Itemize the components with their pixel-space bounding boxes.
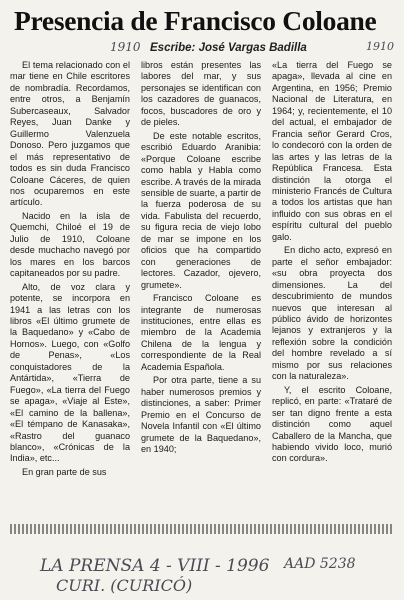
paragraph: De este notable escritos, escribió Eduardo Aranibia: «Porque Coloane escribe como habla y Habla como escribe. A través de la mirada sensible de suarte, a partir de la fuerza poderosa de su vida. Fabulista del recuerdo, su figura recia de viejo lobo de mar se impone en los oficios que ha compartido con generaciones de lectores. Cazador, ojevero, grumete». bbox=[141, 130, 261, 290]
article-column-3 bbox=[272, 60, 392, 522]
handwritten-source-city: CURI. (CURICÓ) bbox=[56, 576, 193, 595]
dotted-divider bbox=[10, 524, 394, 534]
article-byline: Escribe: José Vargas Badilla bbox=[150, 42, 307, 54]
paragraph: Por otra parte, tiene a su haber numerosos premios y distinciones, a saber: Primer Premio en el Concurso de Novela Infantil con «El último grumete de la Baquedano», en 1940; bbox=[141, 375, 261, 454]
article-column-1 bbox=[10, 60, 130, 522]
handwritten-catalog-code: AAD 5238 bbox=[284, 556, 356, 572]
paragraph: Alto, de voz clara y potente, se incorpora en 1941 a las letras con los libros «El último grumete de la Baquedano» y «Cabo de Hornos». Luego, con «Golfo de Penas», «Los conquistadores de la Antártida», «Tierra de Fuego», «La tierra del Fuego se apaga», «Viaje al Este», «El camino de la ballena», «El témpano de Kanasaka», «Rastro del guanaco blanco», «Crónicas de la India», etc... bbox=[10, 281, 130, 464]
paragraph: En dicho acto, expresó en parte el señor embajador: «su obra proyecta dos dimensiones. La del descubrimiento de mundos nuevos que interesan al público ávido de horizontes lejanos y extranjeros y la reflexión sobre la condición del hombre revelado a sí mismo por sus relaciones con la naturaleza». bbox=[272, 245, 392, 382]
paragraph: libros están presentes las labores del mar, y sus personajes se identifican con los cazadores de guanacos, focos, buscadores de oro y de pieles. bbox=[141, 60, 261, 128]
paragraph: Nacido en la isla de Quemchi, Chiloé el 19 de Julio de 1910, Coloane desde muchacho navegó por los mares en los barcos capitaneados por su padre. bbox=[10, 210, 130, 279]
paragraph: Y, el escrito Coloane, replicó, en parte: «Trataré de ser tan digno frente a esta distinción como aquel Caballero de la Mancha, que habiendo vivido loco, murió con cordura». bbox=[272, 384, 392, 464]
paragraph: En gran parte de sus bbox=[22, 466, 107, 477]
handwritten-year-left: 1910 bbox=[110, 40, 141, 54]
paragraph: El tema relacionado con el mar tiene en Chile escritores de nombradía. Recordamos, entre otros, a Benjamín Subercaseaux, Salvador Reyes, Juan Danke y Guillermo Valenzuela Donoso. Pero juzgamos que el más representativo de todos es sin duda Francisco Coloane Cáceres, de quien nos ocuparemos en este artículo. bbox=[10, 60, 130, 208]
handwritten-source: LA PRENSA 4 - VIII - 1996 bbox=[40, 556, 270, 576]
article-body bbox=[10, 60, 394, 522]
article-title: Presencia de Francisco Coloane bbox=[14, 5, 377, 36]
handwritten-year-right: 1910 bbox=[366, 40, 394, 53]
article-column-2 bbox=[141, 60, 261, 522]
paragraph: «La tierra del Fuego se apaga», llevada al cine en Argentina, en 1956; Premio Nacional de Literatura, en 1964; y, recientemente, el 10 del actual, el embajador de Francia señor Gerard Cros, lo condecoró con la orden de las artes y las letras de la República Francesa. Esta distinción la otorga el ministerio Francés de Cultura a todos los artistas que han influido con sus obras en el espíritu cultural del pueblo galo. bbox=[272, 60, 392, 242]
paragraph: Francisco Coloane es integrante de numerosas instituciones, entre ellas es miembro de la Academia Chilena de la lengua y correspondiente de la Real Academia Española. bbox=[141, 293, 261, 372]
